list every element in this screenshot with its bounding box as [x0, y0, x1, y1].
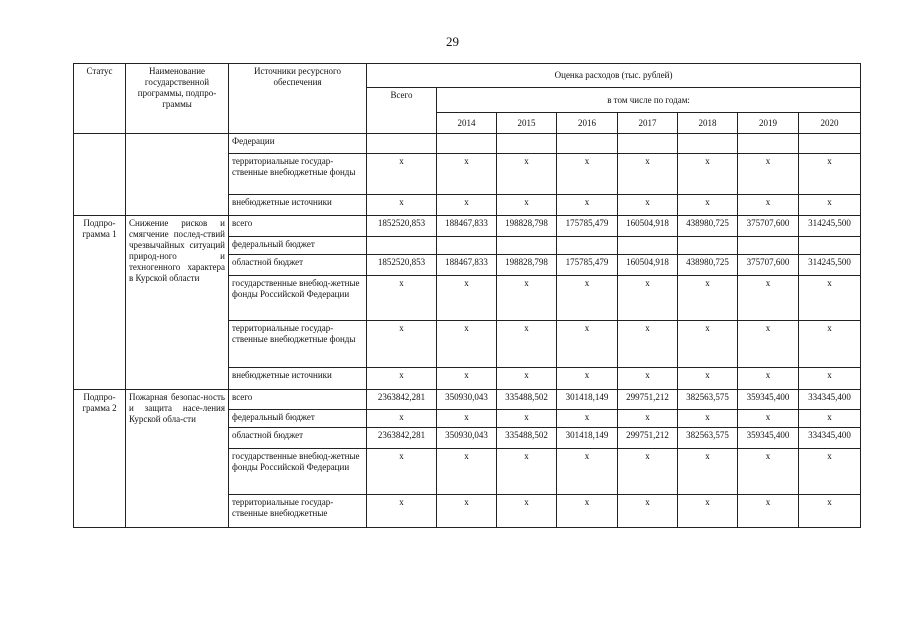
total-cell: x	[367, 368, 437, 390]
header-status: Статус	[74, 64, 126, 134]
source-cell: территориальные государ-ственные внебюджетные	[229, 495, 367, 528]
source-cell: областной бюджет	[229, 428, 367, 449]
year-value-cell: 314245,500	[799, 216, 861, 237]
year-value-cell: 382563,575	[678, 428, 738, 449]
year-value-cell: 198828,798	[497, 216, 557, 237]
year-value-cell: x	[557, 276, 618, 321]
total-cell: x	[367, 154, 437, 195]
year-value-cell: 188467,833	[437, 216, 497, 237]
year-value-cell	[497, 134, 557, 154]
source-cell: федеральный бюджет	[229, 237, 367, 255]
year-value-cell: 335488,502	[497, 428, 557, 449]
year-value-cell	[497, 237, 557, 255]
year-value-cell: 359345,400	[738, 390, 799, 410]
header-by-years: в том числе по годам:	[437, 88, 861, 113]
year-value-cell: x	[497, 276, 557, 321]
year-value-cell: x	[799, 410, 861, 428]
source-cell: государственные внебюд-жетные фонды Российской Федерации	[229, 449, 367, 495]
year-value-cell: 175785,479	[557, 255, 618, 276]
year-value-cell: x	[678, 276, 738, 321]
year-value-cell: x	[497, 495, 557, 528]
header-year-2019: 2019	[738, 113, 799, 134]
year-value-cell: x	[678, 495, 738, 528]
subprogram-status: Подпро-грамма 1	[74, 216, 126, 390]
status-cell	[74, 134, 126, 216]
year-value-cell: x	[799, 154, 861, 195]
header-year-2017: 2017	[618, 113, 678, 134]
header-year-2020: 2020	[799, 113, 861, 134]
year-value-cell: x	[437, 195, 497, 216]
year-value-cell	[799, 134, 861, 154]
year-value-cell: 438980,725	[678, 216, 738, 237]
year-value-cell: x	[437, 276, 497, 321]
total-cell: x	[367, 276, 437, 321]
year-value-cell: 375707,600	[738, 216, 799, 237]
subprogram-name: Пожарная безопас-ность и защита насе-ления Курской обла-сти	[126, 390, 229, 528]
total-cell	[367, 237, 437, 255]
total-cell: x	[367, 321, 437, 368]
year-value-cell: x	[738, 410, 799, 428]
year-value-cell: x	[557, 368, 618, 390]
year-value-cell: x	[557, 195, 618, 216]
budget-table	[73, 63, 861, 528]
total-cell: x	[367, 410, 437, 428]
header-year-2016: 2016	[557, 113, 618, 134]
year-value-cell: 382563,575	[678, 390, 738, 410]
total-cell: x	[367, 195, 437, 216]
year-value-cell: x	[618, 368, 678, 390]
total-cell: x	[367, 449, 437, 495]
total-cell: 2363842,281	[367, 390, 437, 410]
subprogram-name: Снижение рисков и смягчение послед-ствий чрезвычайных ситуаций природ-ного и техногенного характера в Курской области	[126, 216, 229, 390]
source-cell: государственные внебюд-жетные фонды Российской Федерации	[229, 276, 367, 321]
year-value-cell: x	[437, 368, 497, 390]
year-value-cell: x	[497, 368, 557, 390]
year-value-cell	[799, 237, 861, 255]
year-value-cell: x	[678, 410, 738, 428]
year-value-cell: 301418,149	[557, 428, 618, 449]
table-row	[74, 216, 861, 237]
year-value-cell: 334345,400	[799, 428, 861, 449]
year-value-cell: x	[738, 154, 799, 195]
year-value-cell: 198828,798	[497, 255, 557, 276]
year-value-cell: 350930,043	[437, 390, 497, 410]
year-value-cell: x	[437, 154, 497, 195]
year-value-cell: x	[618, 410, 678, 428]
year-value-cell: 160504,918	[618, 216, 678, 237]
year-value-cell: x	[738, 321, 799, 368]
header-sources: Источники ресурсного обеспечения	[229, 64, 367, 134]
year-value-cell: x	[678, 368, 738, 390]
year-value-cell: x	[497, 195, 557, 216]
year-value-cell: x	[618, 276, 678, 321]
year-value-cell	[437, 134, 497, 154]
year-value-cell: x	[497, 154, 557, 195]
year-value-cell	[557, 134, 618, 154]
year-value-cell: 350930,043	[437, 428, 497, 449]
year-value-cell: x	[497, 321, 557, 368]
year-value-cell: 188467,833	[437, 255, 497, 276]
year-value-cell: x	[799, 368, 861, 390]
table-row	[74, 390, 861, 410]
year-value-cell	[738, 134, 799, 154]
year-value-cell: x	[678, 449, 738, 495]
year-value-cell: 375707,600	[738, 255, 799, 276]
year-value-cell: x	[618, 154, 678, 195]
year-value-cell: x	[437, 495, 497, 528]
source-cell: территориальные государ-ственные внебюджетные фонды	[229, 154, 367, 195]
year-value-cell: x	[799, 321, 861, 368]
year-value-cell: 299751,212	[618, 390, 678, 410]
year-value-cell	[437, 237, 497, 255]
source-cell: внебюджетные источники	[229, 368, 367, 390]
year-value-cell	[618, 237, 678, 255]
year-value-cell	[557, 237, 618, 255]
year-value-cell	[738, 237, 799, 255]
source-cell: всего	[229, 216, 367, 237]
total-cell: 2363842,281	[367, 428, 437, 449]
year-value-cell: 301418,149	[557, 390, 618, 410]
header-year-2018: 2018	[678, 113, 738, 134]
source-cell: всего	[229, 390, 367, 410]
year-value-cell: x	[557, 410, 618, 428]
table-header	[74, 64, 861, 134]
year-value-cell: x	[678, 154, 738, 195]
year-value-cell: 314245,500	[799, 255, 861, 276]
year-value-cell	[678, 237, 738, 255]
year-value-cell: 359345,400	[738, 428, 799, 449]
year-value-cell	[618, 134, 678, 154]
year-value-cell: x	[738, 449, 799, 495]
year-value-cell: x	[557, 449, 618, 495]
year-value-cell: x	[799, 276, 861, 321]
year-value-cell: x	[437, 410, 497, 428]
page-number: 29	[446, 34, 459, 49]
subprogram-status: Подпро-грамма 2	[74, 390, 126, 528]
header-year-2014: 2014	[437, 113, 497, 134]
total-cell	[367, 134, 437, 154]
header-total: Всего	[367, 88, 437, 134]
year-value-cell: 438980,725	[678, 255, 738, 276]
header-estimate: Оценка расходов (тыс. рублей)	[367, 64, 861, 88]
source-cell: федеральный бюджет	[229, 410, 367, 428]
header-year-2015: 2015	[497, 113, 557, 134]
year-value-cell: x	[437, 449, 497, 495]
table-row	[74, 134, 861, 154]
program-name-cell	[126, 134, 229, 216]
year-value-cell: x	[497, 410, 557, 428]
year-value-cell: x	[557, 154, 618, 195]
year-value-cell: x	[497, 449, 557, 495]
year-value-cell: x	[437, 321, 497, 368]
year-value-cell: 299751,212	[618, 428, 678, 449]
year-value-cell: x	[799, 195, 861, 216]
year-value-cell: x	[738, 195, 799, 216]
source-cell: внебюджетные источники	[229, 195, 367, 216]
total-cell: x	[367, 495, 437, 528]
year-value-cell: x	[557, 321, 618, 368]
year-value-cell: 334345,400	[799, 390, 861, 410]
source-cell: территориальные государ-ственные внебюджетные фонды	[229, 321, 367, 368]
year-value-cell: x	[618, 495, 678, 528]
year-value-cell: 175785,479	[557, 216, 618, 237]
year-value-cell: x	[738, 495, 799, 528]
year-value-cell: x	[618, 449, 678, 495]
year-value-cell: x	[557, 495, 618, 528]
year-value-cell: 160504,918	[618, 255, 678, 276]
year-value-cell: 335488,502	[497, 390, 557, 410]
year-value-cell: x	[799, 449, 861, 495]
year-value-cell: x	[618, 321, 678, 368]
total-cell: 1852520,853	[367, 255, 437, 276]
year-value-cell: x	[799, 495, 861, 528]
year-value-cell: x	[618, 195, 678, 216]
total-cell: 1852520,853	[367, 216, 437, 237]
source-cell: областной бюджет	[229, 255, 367, 276]
year-value-cell: x	[738, 368, 799, 390]
source-cell: Федерации	[229, 134, 367, 154]
year-value-cell: x	[738, 276, 799, 321]
year-value-cell: x	[678, 321, 738, 368]
year-value-cell	[678, 134, 738, 154]
year-value-cell: x	[678, 195, 738, 216]
header-program-name: Наименование государственной программы, подпро-граммы	[126, 64, 229, 134]
